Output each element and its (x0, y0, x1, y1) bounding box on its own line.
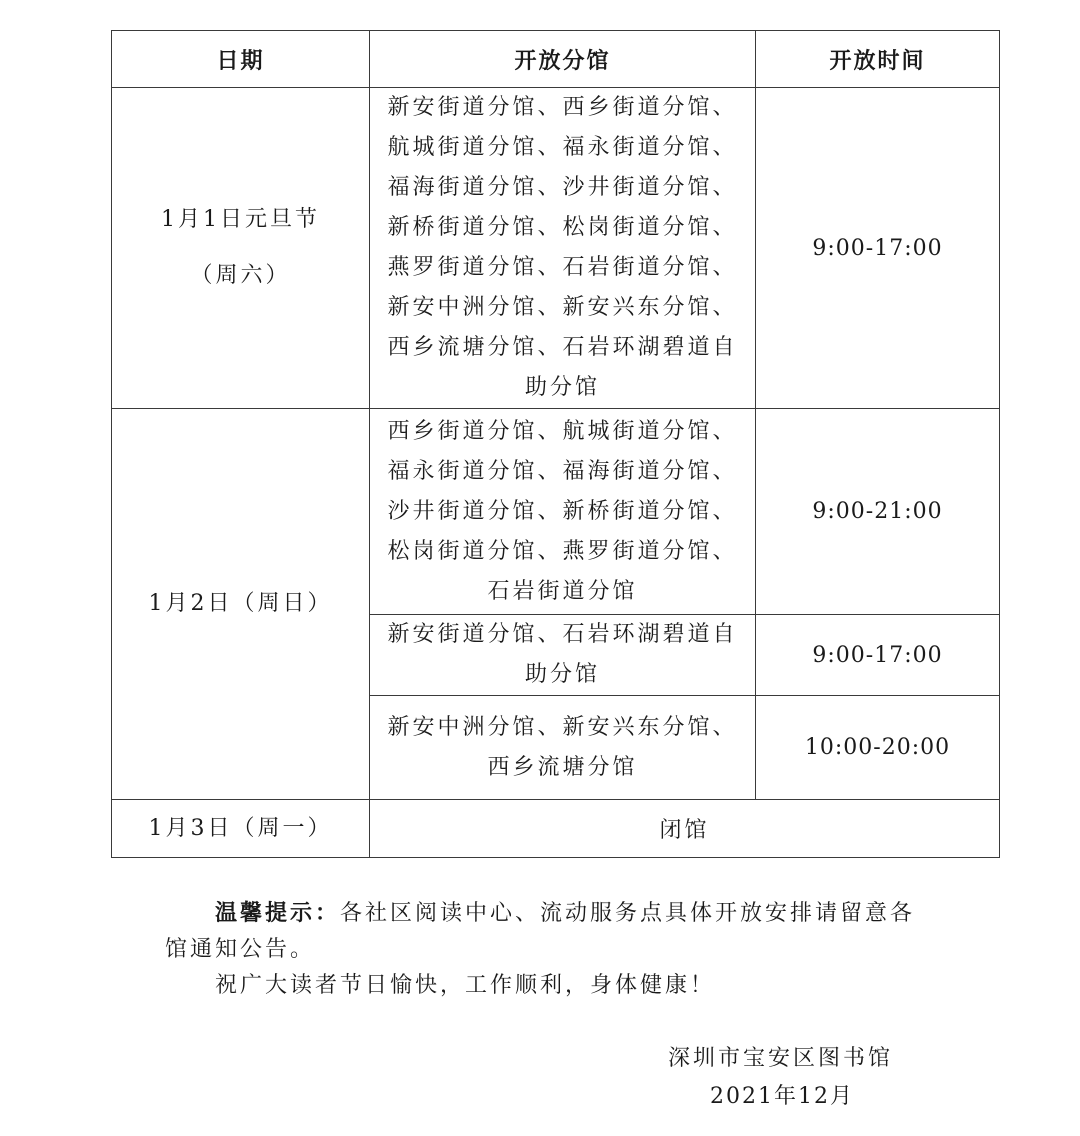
table-row (112, 800, 1000, 858)
branch-line: 新安中洲分馆、新安兴东分馆、 (387, 714, 738, 740)
hours-cell: 9:00-21:00 (756, 409, 1000, 615)
opening-schedule-table (111, 30, 1000, 858)
header-date: 日期 (112, 31, 370, 88)
hours-cell: 9:00-17:00 (756, 615, 1000, 696)
branch-line: 新安街道分馆、石岩环湖碧道自 (387, 622, 738, 647)
branches-cell (370, 696, 756, 800)
table-row (112, 88, 1000, 409)
branch-line: 福永街道分馆、福海街道分馆、 (387, 458, 738, 484)
weekday-text: （周六） (190, 263, 291, 288)
branches-cell (370, 409, 756, 615)
closed-cell: 闭馆 (370, 800, 1000, 858)
branch-line: 助分馆 (524, 662, 600, 687)
branches-cell (370, 615, 756, 696)
date-cell (112, 88, 370, 409)
holiday-wish: 祝广大读者节日愉快，工作顺利，身体健康！ (215, 973, 716, 998)
branch-line: 燕罗街道分馆、石岩街道分馆、 (387, 255, 738, 280)
signature-org: 深圳市宝安区图书馆 (668, 1046, 894, 1071)
header-hours: 开放时间 (756, 31, 1000, 88)
table-row (112, 409, 1000, 615)
notice-text-2: 馆通知公告。 (165, 937, 316, 962)
branch-line: 新安中洲分馆、新安兴东分馆、 (387, 295, 738, 320)
branch-line: 松岗街道分馆、燕罗街道分馆、 (387, 538, 738, 564)
branch-line: 西乡流塘分馆、石岩环湖碧道自 (387, 335, 738, 360)
hours-cell: 10:00-20:00 (756, 696, 1000, 800)
notice-text-1: 各社区阅读中心、流动服务点具体开放安排请留意各 (340, 901, 916, 926)
branch-line: 西乡流塘分馆 (487, 754, 638, 780)
date-text: 1月3日（周一） (148, 815, 333, 841)
branch-line: 新桥街道分馆、松岗街道分馆、 (387, 215, 738, 240)
notice-paragraph (165, 896, 935, 932)
branch-line: 航城街道分馆、福永街道分馆、 (387, 135, 738, 160)
hours-cell: 9:00-17:00 (756, 88, 1000, 409)
date-cell (112, 409, 370, 800)
branch-line: 沙井街道分馆、新桥街道分馆、 (387, 498, 738, 524)
branch-line: 西乡街道分馆、航城街道分馆、 (387, 418, 738, 444)
notice-block (165, 896, 935, 1004)
signature-date: 2021年12月 (710, 1084, 854, 1109)
date-text: 1月2日（周日） (148, 591, 333, 616)
header-branches: 开放分馆 (370, 31, 756, 88)
notice-label: 温馨提示： (215, 901, 341, 926)
branch-line: 助分馆 (524, 375, 600, 400)
branch-line: 石岩街道分馆 (487, 578, 638, 604)
signature-block (668, 1040, 893, 1116)
branch-line: 新安街道分馆、西乡街道分馆、 (387, 95, 738, 120)
date-text: 1月1日元旦节 (161, 207, 320, 232)
branches-cell (370, 88, 756, 409)
date-cell (112, 800, 370, 858)
table-header-row (112, 31, 1000, 88)
branch-line: 福海街道分馆、沙井街道分馆、 (387, 175, 738, 200)
